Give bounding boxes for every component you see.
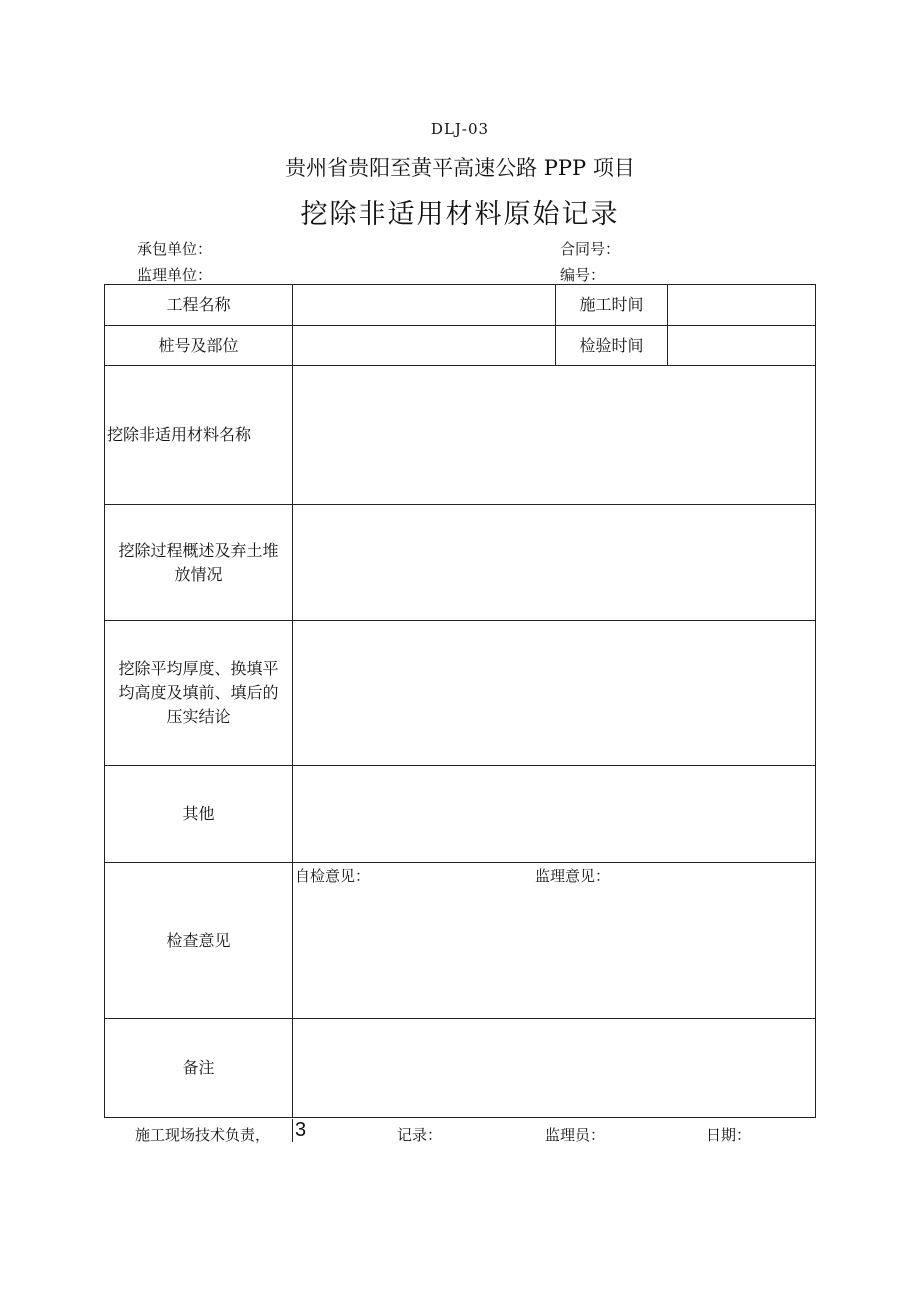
table-row [105,505,816,621]
table-row [105,863,816,1019]
other-label: 其他 [105,766,293,863]
contract-no-label: 合同号： [560,240,621,258]
inspection-time-label: 检验时间 [556,326,668,366]
date-label: 日期： [706,1126,752,1144]
table-row [105,621,816,766]
station-field[interactable] [293,326,556,366]
supervision-opinion-label: 监理意见： [535,867,611,885]
station-label: 桩号及部位 [105,326,293,366]
inspection-time-field[interactable] [668,326,816,366]
process-label: 挖除过程概述及弃土堆放情况 [105,505,293,621]
table-row [105,366,816,505]
thickness-field[interactable] [293,621,816,766]
self-check-label: 自检意见： [295,867,371,885]
inspection-opinion-label: 检查意见 [105,863,293,1019]
material-name-field[interactable] [293,366,816,505]
site-tech-value: 3 [292,1119,306,1142]
inspection-opinion-field[interactable] [293,863,816,1019]
table-row [105,326,816,366]
supervisor-person-label: 监理员： [545,1126,606,1144]
record-table [104,284,816,1118]
construction-time-field[interactable] [668,285,816,326]
table-row [105,1019,816,1118]
table-row [105,766,816,863]
project-heading: 贵州省贵阳至黄平高速公路 PPP 项目 [285,156,635,180]
other-field[interactable] [293,766,816,863]
page-title: 挖除非适用材料原始记录 [300,199,620,230]
construction-time-label: 施工时间 [556,285,668,326]
table-row [105,285,816,326]
supervisor-unit-label: 监理单位： [137,266,213,284]
record-label: 记录： [397,1126,443,1144]
project-name-field[interactable] [293,285,556,326]
thickness-label: 挖除平均厚度、换填平均高度及填前、填后的压实结论 [105,621,293,766]
process-field[interactable] [293,505,816,621]
contractor-label: 承包单位： [137,240,213,258]
remarks-label: 备注 [105,1019,293,1118]
material-name-label: 挖除非适用材料名称 [105,366,293,505]
project-name-label: 工程名称 [105,285,293,326]
site-tech-label: 施工现场技术负责， [135,1126,271,1144]
remarks-field[interactable] [293,1019,816,1118]
serial-no-label: 编号： [560,266,606,284]
form-code: DLJ-03 [430,120,490,138]
